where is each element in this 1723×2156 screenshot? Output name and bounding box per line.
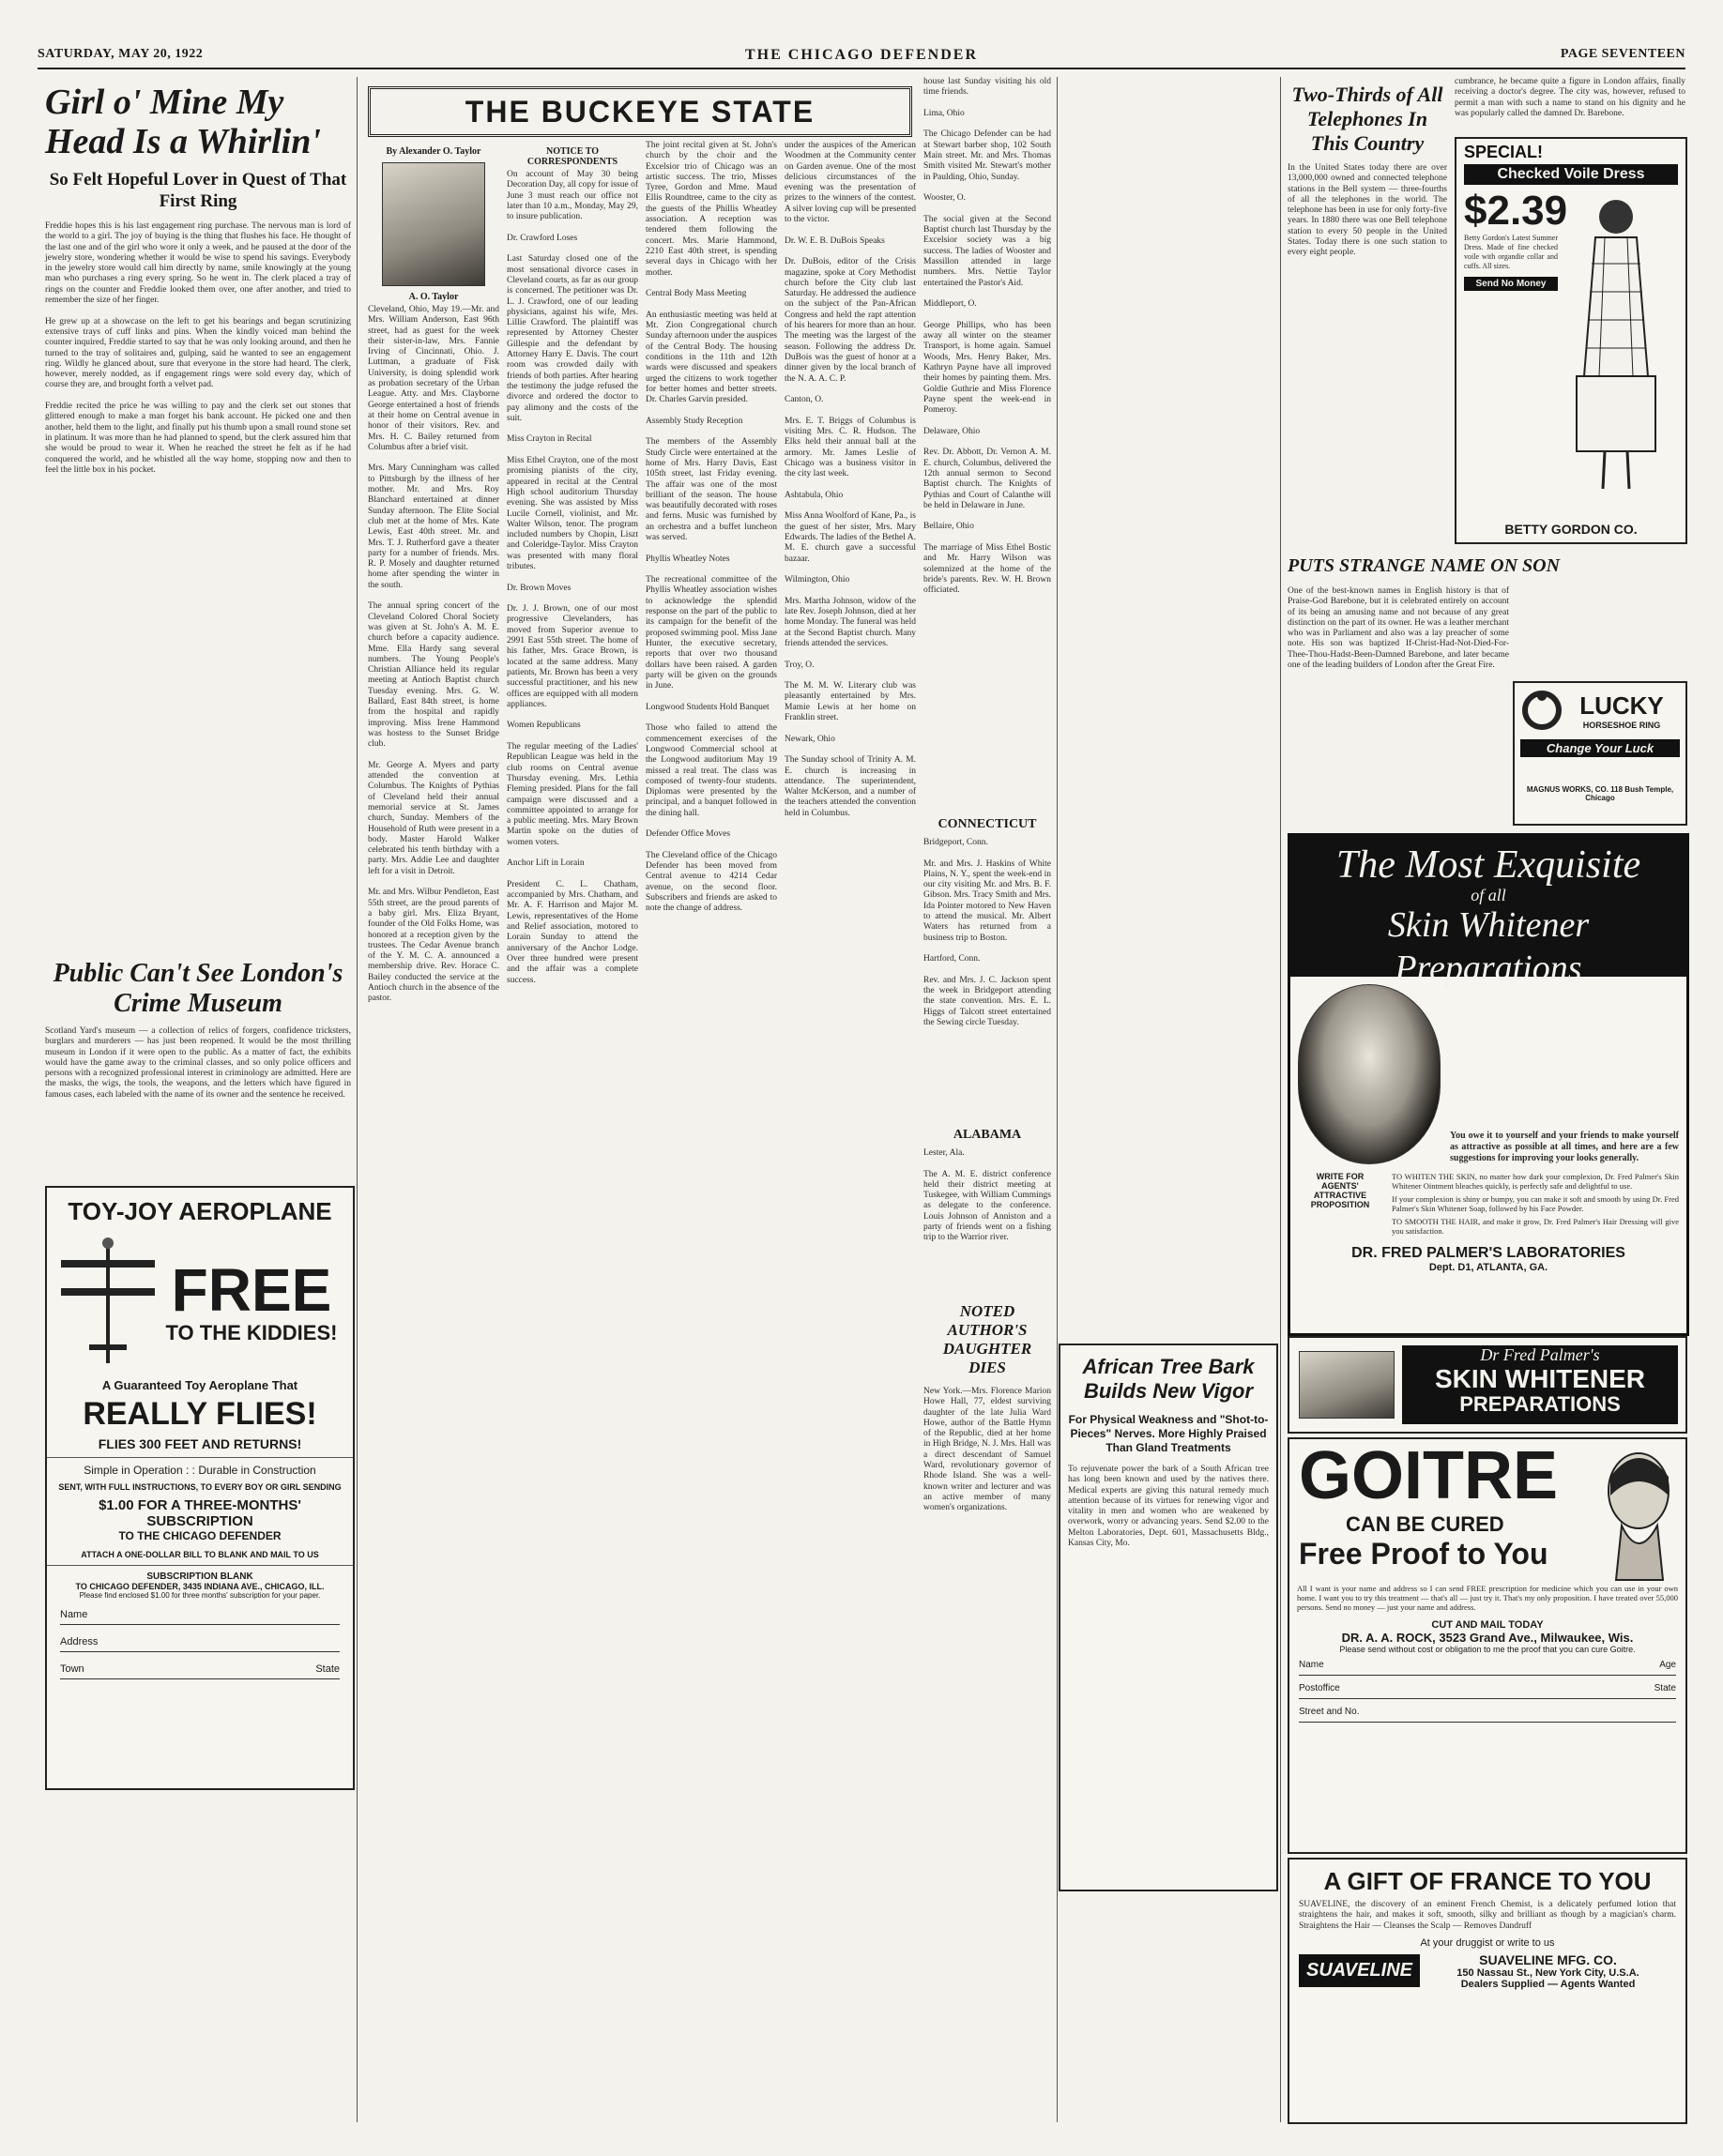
toyjoy-address: TO CHICAGO DEFENDER, 3435 INDIANA AVE., CHICAGO, ILL. bbox=[75, 1582, 325, 1591]
lucky-tag: Change Your Luck bbox=[1520, 739, 1680, 757]
alabama-body: Lester, Ala. The A. M. E. district conference held their district meeting at Tuskegee, with William Cummings as delegate to the conference. Louis Johnson of Anniston and a party of friends went on a fishing trip to the Warrior river. bbox=[923, 1148, 1051, 1243]
palmer-company: DR. FRED PALMER'S LABORATORIES bbox=[1351, 1245, 1625, 1261]
toyjoy-offer2: TO THE CHICAGO DEFENDER bbox=[118, 1529, 282, 1542]
telephones-body: In the United States today there are over 13,000,000 owned and connected telephone stations in the Bell system — three-fourths of all the telephones in the world. The telephone has been in use for only forty-five years. In 1880 there was one Bell telephone station to every 50 people in the United States. Today there is one such station to every eight people. bbox=[1288, 163, 1450, 258]
woman-profile-icon bbox=[1582, 1439, 1685, 1580]
toyjoy-town-label: Town bbox=[60, 1663, 84, 1675]
museum-headline: Public Can't See London's Crime Museum bbox=[53, 959, 343, 1018]
goitre-title: GOITRE bbox=[1299, 1438, 1559, 1513]
palmer-box-1: Dr Fred Palmer's bbox=[1480, 1345, 1600, 1364]
alabama-heading: ALABAMA bbox=[953, 1128, 1022, 1142]
voile-dress-ad bbox=[1455, 137, 1687, 544]
goitre-sub: CAN BE CURED bbox=[1346, 1512, 1504, 1536]
goitre-address: DR. A. A. ROCK, 3523 Grand Ave., Milwaukee, Wis. bbox=[1341, 1631, 1634, 1645]
suaveline-body: SUAVELINE, the discovery of an eminent French Chemist, is a delicately perfumed lotion that straightens the hair, and makes it soft, smooth, silky and brilliant as though by a magician's charm. Straightens the Hair — Cleanses the Scalp — Removes Dandruff bbox=[1299, 1900, 1679, 1931]
suaveline-company: SUAVELINE MFG. CO. bbox=[1479, 1951, 1617, 1967]
lucky-title: LUCKY bbox=[1579, 691, 1664, 720]
toyjoy-offer: $1.00 FOR A THREE-MONTHS' SUBSCRIPTION bbox=[99, 1497, 301, 1529]
buckeye-col3-body: The joint recital given at St. John's church by the choir and the Excelsior trio of Chicago was an artistic success. The trio, Misses Tyree, Gordon and Mme. Maud Ellis Roundtree, came to the city as the guests of the Phillis Wheatley association. A reception was tendered them following the concert. Mrs. Marie Hammond, 2210 East 40th street, is spending several days in Chicago with her mother. Central Body Mass Meeting An enthusiastic meeting was held at Mt. Zion Congregational church Sunday afternoon under the auspices of the Central Body. The housing conditions in the 11th and 12th wards were discussed and speakers urged the citizens to work together for better homes and better streets. Dr. Charles Garvin presided. Assembly Study Reception The members of the Assembly Study Circle were entertained at the home of Mrs. Harry Davis, East 105th street, last Friday evening. The affair was one of the most brilliant of the season. The house was beautifully decorated with roses and ferns. Music was furnished by an orchestra and a buffet luncheon was served. Phyllis Wheatley Notes The recreational committee of the Phyllis Wheatley association wishes to acknowledge the splendid response on the part of the public to its campaign for the benefit of the proposed swimming pool. Miss Jane Hunter, the executive secretary, reports that over two thousand dollars have been raised. A garden party will be given on the grounds in June. Longwood Students Hold Banquet Those who failed to attend the commencement exercises of the Longwood Commercial school at the Longwood auditorium May 19 missed a real treat. The class was composed of twenty-four students. Diplomas were presented by the principal, and a banquet followed in the dining hall. Defender Office Moves The Cleveland office of the Chicago Defender has been moved from Central avenue to 4214 Cedar avenue, on the second floor. Subscribers and friends are asked to note the change of address. bbox=[646, 141, 777, 914]
buckeye-col1-body: Cleveland, Ohio, May 19.—Mr. and Mrs. William Anderson, East 96th street, had as guest for the week their sister-in-law, Mrs. Fannie Irving of Cincinnati, Ohio. J. Luttman, a graduate of Fisk University, is doing splendid work as probation secretary of the Urban League. Atty. and Mrs. Clayborne George entertained a host of friends at their home on Central avenue in honor of their visitors. Rev. and Mrs. H. C. Bailey returned from Columbus after a brief visit. Mrs. Mary Cunningham was called to Pittsburgh by the illness of her mother. Mr. and Mrs. Roy Blanchard entertained at dinner Sunday afternoon. The Elite Social club met at the home of Mrs. Kate Lewis, East 40th street. Mr. and Mrs. T. J. Rutherford gave a theater party for a number of friends. Mrs. R. P. Mosely and daughter returned home after spending the winter in the south. The annual spring concert of the Cleveland Colored Choral Society was given at St. John's A. M. E. church before a capacity audience. Mme. Ella Hardy sang several numbers. The Young People's Christian Alliance held its regular meeting at Antioch Baptist church Tuesday evening. Mrs. G. W. Ballard, East 84th street, is home from the hospital and rapidly improving. Miss Irene Hammond was hostess to the Sunset Bridge club. Mr. George A. Myers and party attended the convention at Columbus. The Knights of Pythias of Cleveland held their annual memorial service at St. James church, Sunday. Members of the Household of Ruth were present in a body. Master Harold Walker celebrated his tenth birthday with a party. Mrs. Addie Lee and daughter left for a visit in Detroit. Mr. and Mrs. Wilbur Pendleton, East 55th street, are the proud parents of a baby girl. Mrs. Eliza Bryant, founder of the Old Folks Home, was honored at a reception given by the trustees. The Cedar Avenue branch of the Y. M. C. A. announced a membership drive. Rev. Horace C. Bailey conducted the service at the Antioch church in the absence of the pastor. bbox=[368, 305, 499, 1004]
left-column bbox=[45, 77, 354, 1175]
palmer-product-ad bbox=[1288, 1336, 1687, 1434]
tree-bark-sub: For Physical Weakness and "Shot-to-Pieces" Nerves. More Highly Praised Than Gland Treatments bbox=[1068, 1413, 1269, 1454]
puts-strange-story bbox=[1288, 552, 1684, 702]
buckeye-column-1 bbox=[368, 141, 499, 2120]
palmer-ad bbox=[1288, 833, 1689, 1336]
toyjoy-sent: SENT, WITH FULL INSTRUCTIONS, TO EVERY BOY OR GIRL SENDING bbox=[58, 1482, 342, 1492]
connecticut-heading: CONNECTICUT bbox=[938, 817, 1037, 831]
telephones-story bbox=[1288, 77, 1450, 602]
palmer-headline-1: The Most Exquisite bbox=[1335, 843, 1641, 887]
author-photo bbox=[382, 162, 485, 286]
column-rule bbox=[1280, 77, 1281, 2122]
voile-copy: Betty Gordon's Latest Summer Dress. Made of fine checked voile with organdie collar and cuffs. All sizes. bbox=[1464, 234, 1560, 270]
buckeye-column-2 bbox=[507, 141, 638, 2120]
toyjoy-simple: Simple in Operation : : Durable in Construction bbox=[84, 1464, 316, 1477]
barebone-continued bbox=[1455, 77, 1688, 133]
voile-brand: BETTY GORDON CO. bbox=[1504, 522, 1638, 537]
buckeye-banner: THE BUCKEYE STATE bbox=[368, 86, 912, 137]
story-body: Freddie hopes this is his last engagement ring purchase. The nervous man is lord of the world to a girl. The joy of buying is the thing that flushes his face. He thought of the last one and of the girl who wore it only a week, and he paused at the door of the jewelry store, wondering whether it would be wise to spend his savings. Everybody in the jewelry store would call him directly by name, smile knowingly at the young man who purchases a ring every spring. So he went in. The clerk placed a tray of rings on the counter and Freddie looked them over, one after another, and tried to remember the size of her finger. He grew up at a showcase on the left to get his bearings and began scrutinizing extensive trays of cuff links and pins. When the kindly voiced man behind the counter inquired, Freddie started to say that he was only looking around, and then he turned to the tray of solitaires and, gulping, said he wanted to see an engagement ring. Wildly he glanced about, sure that everyone in the store had heard. The clerk, however, merely nodded, as if engagement rings were sold every day, which of course they are, and brought forth a velvet pad. Freddie recited the price he was willing to pay and the clerk set out stones that glittered enough to make a man forget his bank account. He picked one and then another, held them to the light, and finally put his thumb upon a small round stone set in platinum. It was more than he had planned to spend, but the clerk assured him that she would be proud to wear it. When he reached the street he felt as if he had conquered the world, and he whistled all the way home, stopping now and then to feel the little box in his pocket. bbox=[45, 221, 351, 475]
toyjoy-really-flies: REALLY FLIES! bbox=[83, 1396, 317, 1432]
tree-bark-body: To rejuvenate power the bark of a South African tree has long been known and used by the natives there. Medical experts are giving this natural remedy much attention because of its virtues for renewing vigor and vitality in men and women who are weakened by overwork, worry or advancing years. Send $2.00 to the Melton Laboratories, Dept. 601, Massachusetts Bldg., Kansas City, Mo. bbox=[1068, 1465, 1272, 1549]
goitre-body: All I want is your name and address so I can send FREE prescription for medicine which you can use in your own home. I want you to try this treatment — that's all — just try it. That's my only proposition. I have treated over 55,000 persons. Send no money — just your name and address. bbox=[1297, 1584, 1681, 1612]
author-photo-caption: A. O. Taylor bbox=[408, 292, 459, 302]
lucky-ring-ad bbox=[1513, 681, 1687, 826]
museum-body: Scotland Yard's museum — a collection of relics of forgers, confidence tricksters, burglars and murderers — has just been reopened. It would be the most thrilling museum in London if it were open to the public. As a matter of fact, the exhibits would have the game away to the criminal classes, and so only police officers and persons with a recognized professional interest in criminology are admitted. Here are the masks, the wigs, the tools, the weapons, and the letters which have figured in famous cases, each labeled with the name of its owner and the sentence he received. bbox=[45, 1026, 354, 1100]
telephones-headline: Two-Thirds of All Telephones In This Country bbox=[1291, 83, 1443, 155]
buckeye-col5-body: house last Sunday visiting his old time friends. Lima, Ohio The Chicago Defender can be had at Stewart barber shop, 102 South Main street. Mr. and Mrs. Thomas Smith visited Mr. Stewart's mother in Paulding, Ohio, Sunday. Wooster, O. The social given at the Second Baptist church last Thursday by the Excelsior society was a big success. The ladies of Wooster and Massillon attended in large numbers. Mrs. Nettie Taylor entertained the Pastor's Aid. Middleport, O. George Phillips, who has been away all winter on the steamer Transport, is home again. Samuel Woods, Mrs. Henry Baker, Mrs. Kathryn Payne have all improved their homes by painting them. Mrs. Goldie Guthrie and Miss Florence Payne spent the week-end in Pomeroy. Delaware, Ohio Rev. Dr. Abbott, Dr. Vernon A. M. E. church, Columbus, delivered the 12th annual sermon to Second Baptist church. The Knights of Pythias and Court of Calanthe will be held in Delaware in June. Bellaire, Ohio The marriage of Miss Ethel Bostic and Mr. Harry Wilson was solemnized at the home of the bride's parents. Rev. W. H. Brown officiated. bbox=[923, 77, 1051, 596]
barebone-body-continued: cumbrance, he became quite a figure in London affairs, finally receiving a doctor's degree. The city was, however, refused to permit a man with such a name to stand on his dignity and he was popularly called the damned Dr. Barebone. bbox=[1455, 77, 1688, 118]
palmer-tip-1: TO WHITEN THE SKIN, no matter how dark your complexion, Dr. Fred Palmer's Skin Whitener Ointment bleaches quickly, is perfectly safe and delightful to use. bbox=[1392, 1172, 1681, 1191]
column-rule bbox=[357, 77, 358, 2122]
column-rule bbox=[1057, 77, 1058, 2122]
goitre-age-label: Age bbox=[1659, 1660, 1676, 1670]
toyjoy-free: FREE bbox=[171, 1256, 332, 1324]
product-tin-icon bbox=[1299, 1351, 1395, 1419]
puts-strange-body: One of the best-known names in English history is that of Praise-God Barebone, but it is celebrated entirely on account of its being an amusing name and not because of any great distinction on the part of its owner. He was a leather merchant who was in Parliament and also was a lay preacher of some note. His son was baptized If-Christ-Had-Not-Died-For-Thee-Thou-Hadst-Been-Damned Barebone, and later became one of the leading builders of London after the Great Fire. bbox=[1288, 586, 1512, 671]
palmer-headline-3: Skin Whitener Preparations bbox=[1387, 905, 1590, 988]
palmer-tip-2: If your complexion is shiny or bumpy, you can make it soft and smooth by using Dr. Fred Palmer's Skin Whitener Soap, followed by his Face Powder. bbox=[1392, 1194, 1682, 1213]
lucky-foot: MAGNUS WORKS, CO. 118 Bush Temple, Chicago bbox=[1526, 785, 1674, 802]
notice-heading: NOTICE TO CORRESPONDENTS bbox=[526, 146, 618, 167]
palmer-headline-2: of all bbox=[1471, 886, 1506, 904]
author-daughter-body: New York.—Mrs. Florence Marion Howe Hall, 77, eldest surviving daughter of the late Julia Ward Howe, author of the Battle Hymn of the Republic, died at her home in High Bridge, N. J. Mrs. Hall was a direct descendant of Samuel Ward, revolutionary governor of Rhode Island. She was a well-known writer and lecturer and was an active member of many women's organizations. bbox=[923, 1387, 1054, 1513]
aeroplane-icon bbox=[56, 1232, 160, 1373]
palmer-box-3: PREPARATIONS bbox=[1459, 1392, 1621, 1416]
page-number: PAGE SEVENTEEN bbox=[1560, 47, 1685, 61]
toyjoy-flies-feet: FLIES 300 FEET AND RETURNS! bbox=[98, 1436, 302, 1451]
buckeye-col4-body: under the auspices of the American Woodmen at the Community center on Garden avenue. One of the most delicious circumstances of the evening was the presentation of prizes to the winners of the contest. A silver loving cup will be presented to the victor. Dr. W. E. B. DuBois Speaks Dr. DuBois, editor of the Crisis magazine, spoke at Cory Methodist church before the City club last Saturday. He addressed the audience on the subject of the Pan-African Congress and held the rapt attention of his hearers for more than an hour. The meeting was the largest of the season. Following the address Dr. DuBois was the guest of honor at a dinner given by the local branch of the N. A. A. C. P. Canton, O. Mrs. E. T. Briggs of Columbus is visiting Mrs. C. R. Hudson. The Elks held their annual ball at the armory. Mr. James Leslie of Chicago was a business visitor in the city last week. Ashtabula, Ohio Miss Anna Woolford of Kane, Pa., is the guest of her sister, Mrs. Mary Edwards. The ladies of the Bethel A. M. E. church gave a successful bazaar. Wilmington, Ohio Mrs. Martha Johnson, widow of the late Rev. Joseph Johnson, died at her home Monday. The funeral was held at the Second Baptist church. Many friends attended the services. Troy, O. The M. M. W. Literary club was pleasantly entertained by Mrs. Mamie Lewis at her home on Franklin street. Newark, Ohio The Sunday school of Trinity A. M. E. church is increasing in attendance. The superintendent, Walter McKerson, and a number of the teachers attended the convention held in Columbus. bbox=[785, 141, 916, 818]
toyjoy-name-label: Name bbox=[60, 1609, 88, 1620]
toyjoy-kiddies: TO THE KIDDIES! bbox=[165, 1321, 338, 1344]
goitre-ad bbox=[1288, 1437, 1687, 1854]
toyjoy-ad bbox=[45, 1186, 355, 1790]
palmer-box-2: SKIN WHITENER bbox=[1435, 1364, 1645, 1393]
masthead bbox=[38, 45, 1685, 69]
voile-special: SPECIAL! bbox=[1464, 143, 1544, 161]
buckeye-byline: By Alexander O. Taylor bbox=[386, 146, 481, 157]
woman-in-dress-icon bbox=[1558, 189, 1674, 498]
buckeye-column-3 bbox=[646, 141, 777, 2120]
goitre-please: Please send without cost or obligation to me the proof that you can cure Goitre. bbox=[1339, 1645, 1636, 1654]
toyjoy-attach: ATTACH A ONE-DOLLAR BILL TO BLANK AND MAIL TO US bbox=[81, 1550, 319, 1559]
buckeye-column-5 bbox=[923, 77, 1054, 2122]
voile-title: Checked Voile Dress bbox=[1464, 164, 1678, 185]
palmer-dept: Dept. D1, ATLANTA, GA. bbox=[1428, 1262, 1548, 1273]
suaveline-brand: SUAVELINE bbox=[1299, 1954, 1420, 1987]
issue-date: SATURDAY, MAY 20, 1922 bbox=[38, 47, 204, 61]
voile-price: $2.39 bbox=[1464, 188, 1568, 234]
goitre-name-label: Name bbox=[1299, 1660, 1324, 1670]
toyjoy-address-label: Address bbox=[60, 1636, 99, 1647]
toyjoy-enclosed: Please find enclosed $1.00 for three months' subscription for your paper. bbox=[79, 1591, 321, 1600]
story-headline: Girl o' Mine My Head Is a Whirlin' bbox=[45, 83, 321, 161]
tree-bark-ad bbox=[1059, 1344, 1278, 1891]
toyjoy-guaranteed: A Guaranteed Toy Aeroplane That bbox=[101, 1378, 298, 1392]
buckeye-col2-body: On account of May 30 being Decoration Day, all copy for issue of June 3 must reach our office not later than 10 a.m., Monday, May 29, to insure publication. Dr. Crawford Loses Last Saturday closed one of the most sensational divorce cases in Cleveland courts, as far as our group is concerned. The petitioner was Dr. L. J. Crawford, one of our leading physicians, against his wife, Mrs. Lillie Crawford. The plaintiff was represented by Attorney Chester Gillespie and the defendant by Attorney Harry E. Davis. The court room was crowded daily with friends of both parties. After hearing the testimony the judge refused the divorce and ordered the doctor to pay alimony and the costs of the suit. Miss Crayton in Recital Miss Ethel Crayton, one of the most promising pianists of the city, appeared in recital at the Central High school auditorium Thursday evening. She was assisted by Miss Lucile Cornell, violinist, and Mr. Walter Wilson, tenor. The program included numbers by Chopin, Liszt and Coleridge-Taylor. Miss Crayton was presented with many floral tributes. Dr. Brown Moves Dr. J. J. Brown, one of our most progressive Clevelanders, has moved from Superior avenue to 2991 East 55th street. The home of his father, Mrs. Grace Brown, is located at the same address. Many patients, Mr. Brown has been a very successful practitioner, and his new offices are equipped with all modern appliances. Women Republicans The regular meeting of the Ladies' Republican League was held in the club rooms on Central avenue Thursday evening. Mrs. Lethia Fleming presided. Plans for the fall campaign were discussed and a committee appointed to arrange for a public meeting. Mrs. Mary Brown Martin spoke on the duties of women voters. Anchor Lift in Lorain President C. L. Chatham, accompanied by Mrs. Chatham, and Mr. A. F. Harrison and Major M. Lewis, representatives of the Home and Relief association, motored to Lorain Sunday to attend the anniversary of the Anchor Lodge. Over three hundred were present and the affair was a complete success. bbox=[507, 170, 638, 985]
palmer-tip-3: TO SMOOTH THE HAIR, and make it grow, Dr. Fred Palmer's Hair Dressing will give you satisfaction. bbox=[1392, 1217, 1682, 1236]
puts-strange-headline: PUTS STRANGE NAME ON SON bbox=[1288, 555, 1561, 576]
suaveline-addr: 150 Nassau St., New York City, U.S.A. bbox=[1456, 1966, 1639, 1979]
toyjoy-blank: SUBSCRIPTION BLANK bbox=[146, 1571, 253, 1582]
toyjoy-state-label: State bbox=[315, 1663, 340, 1675]
suaveline-dealer: At your druggist or write to us bbox=[1420, 1936, 1555, 1949]
palmer-agents: WRITE FOR AGENTS' ATTRACTIVE PROPOSITION bbox=[1310, 1172, 1370, 1209]
lucky-sub: HORSESHOE RING bbox=[1582, 720, 1661, 730]
goitre-free: Free Proof to You bbox=[1299, 1537, 1548, 1571]
tree-bark-headline: African Tree Bark Builds New Vigor bbox=[1082, 1355, 1255, 1403]
toyjoy-title: TOY-JOY AEROPLANE bbox=[68, 1197, 332, 1225]
author-daughter-headline: NOTED AUTHOR'S DAUGHTER DIES bbox=[942, 1302, 1032, 1376]
goitre-state-label: State bbox=[1654, 1683, 1676, 1693]
newspaper-title: THE CHICAGO DEFENDER bbox=[744, 47, 979, 63]
horseshoe-ring-icon bbox=[1520, 689, 1563, 732]
suaveline-ad bbox=[1288, 1858, 1687, 2124]
story-subhead: So Felt Hopeful Lover in Quest of That First Ring bbox=[49, 170, 347, 211]
woman-portrait bbox=[1298, 984, 1441, 1164]
goitre-street-label: Street and No. bbox=[1299, 1707, 1360, 1717]
palmer-owe: You owe it to yourself and your friends to make yourself as attractive as possible at all times, and here are a few suggestions for improving your looks generally. bbox=[1450, 1131, 1682, 1163]
goitre-postoffice-label: Postoffice bbox=[1299, 1683, 1340, 1693]
suaveline-agents: Dealers Supplied — Agents Wanted bbox=[1460, 1978, 1636, 1990]
suaveline-title: A GIFT OF FRANCE TO YOU bbox=[1323, 1867, 1652, 1895]
buckeye-column-4 bbox=[785, 141, 916, 2120]
goitre-cut: CUT AND MAIL TODAY bbox=[1431, 1619, 1544, 1631]
voile-send: Send No Money bbox=[1464, 277, 1558, 291]
connecticut-body: Bridgeport, Conn. Mr. and Mrs. J. Haskins of White Plains, N. Y., spent the week-end in our city visiting Mr. and Mrs. B. F. Gibson. Mrs. Tracy Smith and Mrs. Ida Pointer motored to New Haven to attend the musical. Mr. Albert Waters has returned from a business trip to Boston. Hartford, Conn. Rev. and Mrs. J. C. Jackson spent the week in Bridgeport attending the state convention. Mrs. E. L. Higgs of Talcott street entertained the Sewing circle Tuesday. bbox=[923, 838, 1051, 1028]
